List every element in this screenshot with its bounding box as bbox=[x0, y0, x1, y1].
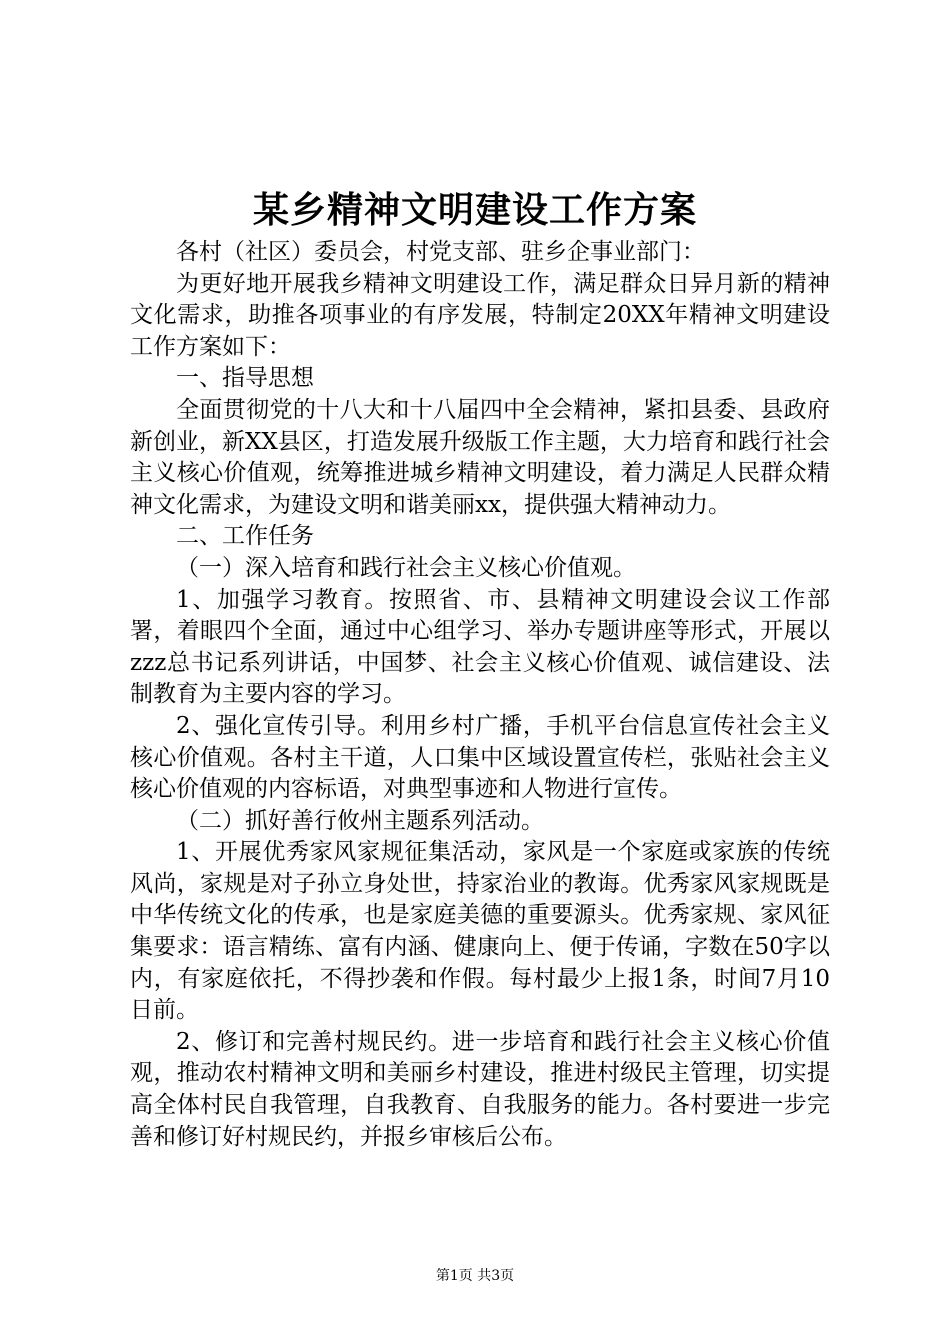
document-title: 某乡精神文明建设工作方案 bbox=[252, 189, 697, 231]
document-body bbox=[130, 237, 830, 1153]
task-paragraph-publicity: 2、强化宣传引导。利用乡村广播，手机平台信息宣传社会主义核心价值观。各村主干道，人口集中区域设置宣传栏，张贴社会主义核心价值观的内容标语，对典型事迹和人物进行宣传。 bbox=[130, 712, 830, 803]
subsection-heading-core-values: （一）深入培育和践行社会主义核心价值观。 bbox=[176, 554, 636, 581]
task-paragraph-village-rules: 2、修订和完善村规民约。进一步培育和践行社会主义核心价值观，推动农村精神文明和美丽乡村建设，推进村级民主管理，切实提高全体村民自我管理，自我教育、自我服务的能力。各村要进一步完善和修订好村规民约，并报乡审核后公布。 bbox=[130, 1028, 830, 1150]
task-paragraph-study-education: 1、加强学习教育。按照省、市、县精神文明建设会议工作部署，着眼四个全面，通过中心组学习、举办专题讲座等形式，开展以zzz总书记系列讲话，中国梦、社会主义核心价值观、诚信建设、法制教育为主要内容的学习。 bbox=[130, 586, 830, 708]
section-heading-work-tasks: 二、工作任务 bbox=[176, 523, 314, 550]
task-paragraph-family-rules: 1、开展优秀家风家规征集活动，家风是一个家庭或家族的传统风尚，家规是对子孙立身处世，持家治业的教诲。优秀家风家规既是中华传统文化的传承，也是家庭美德的重要源头。优秀家规、家风征集要求：语言精练、富有内涵、健康向上、便于传诵，字数在50字以内，有家庭依托，不得抄袭和作假。每村最少上报1条，时间7月10日前。 bbox=[130, 839, 830, 1024]
guiding-thought-paragraph: 全面贯彻党的十八大和十八届四中全会精神，紧扣县委、县政府新创业，新XX县区，打造发展升级版工作主题，大力培育和践行社会主义核心价值观，统筹推进城乡精神文明建设，着力满足人民群众精神文化需求，为建设文明和谐美丽xx，提供强大精神动力。 bbox=[130, 396, 830, 518]
section-heading-guiding-thought: 一、指导思想 bbox=[176, 365, 314, 392]
page-footer: 第1页 共3页 bbox=[435, 1268, 515, 1284]
salutation-paragraph: 各村（社区）委员会，村党支部、驻乡企事业部门： bbox=[176, 239, 705, 265]
subsection-heading-good-deeds: （二）抓好善行攸州主题系列活动。 bbox=[176, 807, 544, 834]
intro-paragraph: 为更好地开展我乡精神文明建设工作，满足群众日异月新的精神文化需求，助推各项事业的有序发展，特制定20XX年精神文明建设工作方案如下： bbox=[130, 270, 830, 360]
